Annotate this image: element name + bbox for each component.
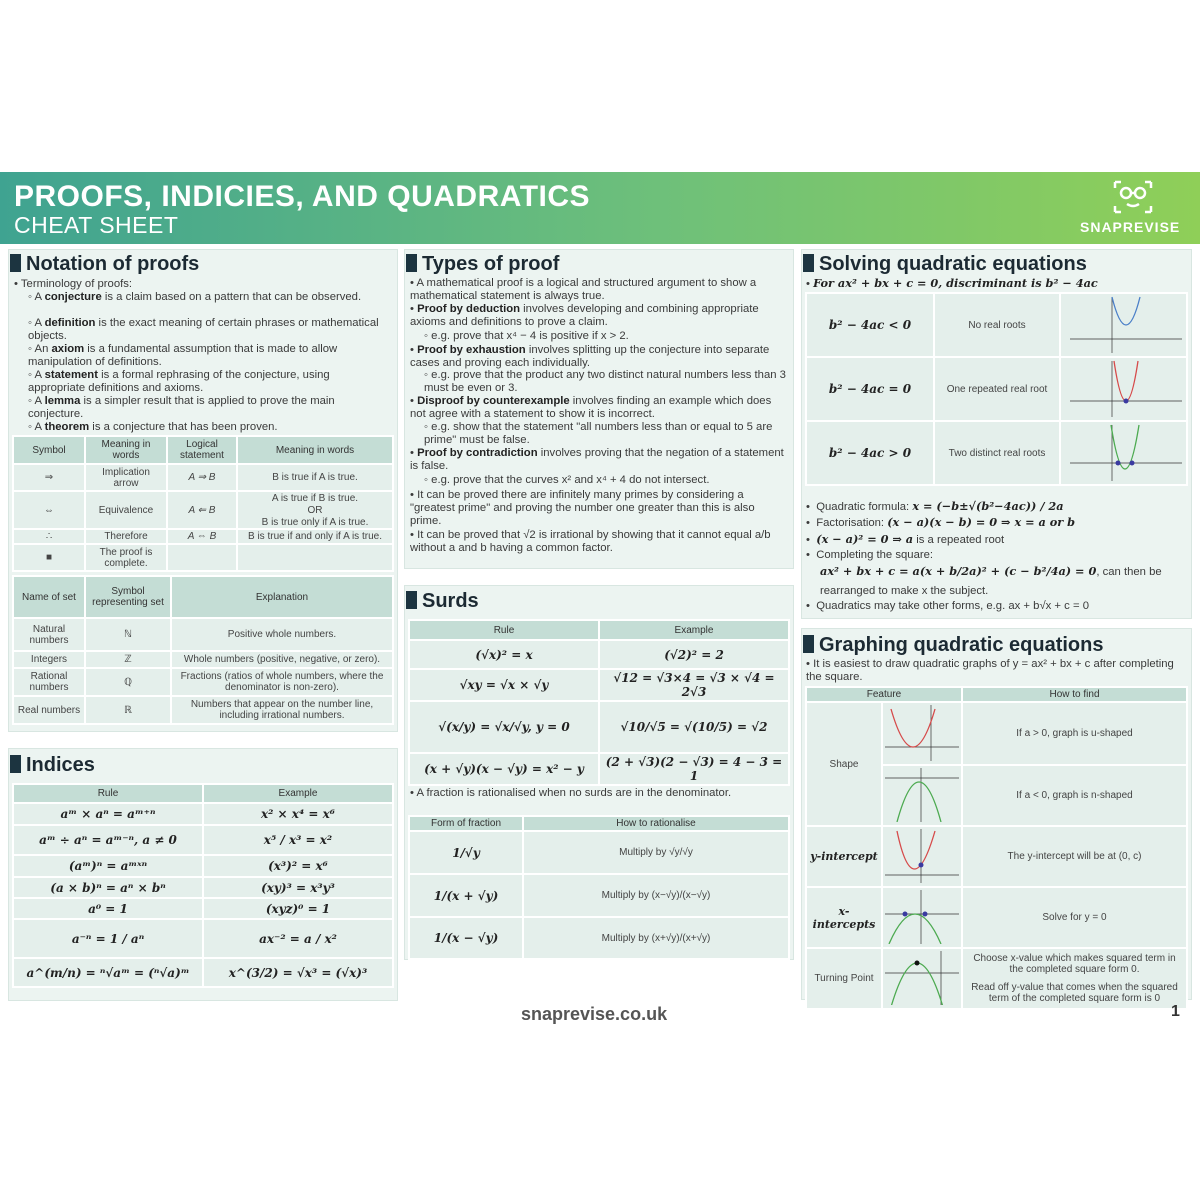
set-name: Natural numbers [13,618,85,651]
words-cell: OR [237,504,393,516]
term-lemma: ◦ A lemma is a simpler result that is applied to prove the main conjecture. [28,395,335,420]
feature-cell: x-intercepts [806,887,882,948]
table-row [806,702,1187,765]
brand-logo: SNAPREVISE [1080,219,1181,235]
table-row [806,887,1187,948]
table-row [409,640,789,669]
col-header: Logical statement [167,436,237,464]
symbol-cell: ⇔ [13,491,85,529]
set-explanation: Numbers that appear on the number line, including irrational numbers. [171,696,393,724]
header-banner [0,172,1200,244]
set-symbol: ℕ [85,618,171,651]
table-row [13,919,393,958]
example-cell: (2 + √3)(2 − √3) = 4 − 3 = 1 [599,753,789,785]
example-cell: (xyz)⁰ = 1 [203,898,393,919]
surds-note: • A fraction is rationalised when no surds are in the denominator. [410,787,732,799]
set-name: Rational numbers [13,668,85,696]
discriminant-table [805,292,1188,486]
repeated-root: • (x − a)² = 0 ⇒ a is a repeated root [806,532,1005,546]
col-header: Meaning in words [237,436,393,464]
graphing-intro: • It is easiest to draw quadratic graphs of y = ax² + bx + c after completing the square. [806,658,1174,683]
rule-cell: a⁰ = 1 [13,898,203,919]
graph-cell [1060,357,1187,421]
col-header: Explanation [171,576,393,618]
description-cell: No real roots [934,293,1060,357]
other-forms: • Quadratics may take other forms, e.g. ax + b√x + c = 0 [806,600,1089,612]
col-header: Rule [13,784,203,803]
col-header: Feature [806,687,962,702]
no-roots-graph [1064,295,1184,353]
graph-cell [1060,293,1187,357]
table-row [13,544,393,571]
how-cell: Solve for y = 0 [962,887,1187,948]
factorisation: • Factorisation: (x − a)(x − b) = 0 ⇒ x = a or b [806,515,1076,529]
how-cell: Multiply by (x+√y)/(x+√y) [523,917,789,959]
completing-square-label: • Completing the square: [806,549,934,561]
example-cell: (x³)² = x⁶ [203,855,393,877]
example-cell: x⁵ / x³ = x² [203,825,393,855]
types-example: ◦ e.g. show that the statement "all numbers less than or equal to 5 are prime" must be false. [424,421,773,446]
rationalise-table [408,815,790,960]
page-number: 1 [1171,1003,1180,1020]
table-row [13,618,393,651]
table-row [806,357,1187,421]
col-header: Name of set [13,576,85,618]
rule-cell: (aᵐ)ⁿ = aᵐˣⁿ [13,855,203,877]
quadratic-formula: • Quadratic formula: x = (−b±√(b²−4ac)) / 2a [806,499,1064,513]
col-header: Rule [409,620,599,640]
graph-cell [1060,421,1187,485]
table-row [13,855,393,877]
types-example: ◦ e.g. prove that x⁴ − 4 is positive if x > 2. [424,330,629,342]
example-cell: ax⁻² = a / x² [203,919,393,958]
set-explanation: Positive whole numbers. [171,618,393,651]
how-cell: Multiply by (x−√y)/(x−√y) [523,874,789,917]
meaning-cell: Implication arrow [85,464,167,491]
set-symbol: ℚ [85,668,171,696]
graph-cell [882,765,962,826]
example-cell: (xy)³ = x³y³ [203,877,393,898]
graph-cell [882,887,962,948]
how-cell: Choose x-value which makes squared term in the completed square form 0. [962,948,1187,979]
description-cell: One repeated real root [934,357,1060,421]
table-row [13,898,393,919]
types-item: • It can be proved there are infinitely many primes by considering a "greatest prime" and proving the number one greater than this is also prime. [410,489,755,527]
x-intercepts-graph [883,888,961,944]
words-cell [237,544,393,571]
col-header: How to find [962,687,1187,702]
graphing-table [805,686,1188,1010]
form-cell: 1/√y [409,831,523,874]
rule-cell: aᵐ × aⁿ = aᵐ⁺ⁿ [13,803,203,825]
completing-square-tail: rearranged to make x the subject. [820,585,989,597]
symbol-cell: ⇒ [13,464,85,491]
col-header: Form of fraction [409,816,523,831]
symbol-table [12,435,394,572]
types-item: • Proof by deduction involves developing and combining appropriate axioms and definitions to prove a claim. [410,303,759,328]
rule-cell: (x + √y)(x − √y) = x² − y [409,753,599,785]
set-symbol: ℤ [85,651,171,668]
words-cell: A is true if B is true. [237,491,393,504]
how-cell: If a < 0, graph is n-shaped [962,765,1187,826]
col-header: Symbol [13,436,85,464]
types-item: • Disproof by counterexample involves finding an example which does not agree with a statement to show it is incorrect. [410,395,772,420]
rule-cell: a^(m/n) = ⁿ√aᵐ = (ⁿ√a)ᵐ [13,958,203,987]
graph-cell [882,826,962,887]
page-subtitle: CHEAT SHEET [14,212,179,238]
words-cell: B is true if and only if A is true. [237,529,393,544]
meaning-cell: Equivalence [85,491,167,529]
table-row [806,293,1187,357]
term-axiom: ◦ An axiom is a fundamental assumption that is made to allow manipulation of definitions. [28,343,338,368]
logical-cell: A ⇔ B [167,529,237,544]
example-cell: x^(3/2) = √x³ = (√x)³ [203,958,393,987]
graphing-title: Graphing quadratic equations [803,634,1103,657]
table-row [409,831,789,874]
table-row [13,877,393,898]
set-symbol: ℝ [85,696,171,724]
form-cell: 1/(x − √y) [409,917,523,959]
term-definition: ◦ A definition is the exact meaning of certain phrases or mathematical objects. [28,317,379,342]
table-row [409,753,789,785]
description-cell: Two distinct real roots [934,421,1060,485]
meaning-cell: The proof is complete. [85,544,167,571]
rule-cell: aᵐ ÷ aⁿ = aᵐ⁻ⁿ, a ≠ 0 [13,825,203,855]
surds-title: Surds [406,590,479,613]
rule-cell: (√x)² = x [409,640,599,669]
completing-square: ax² + bx + c = a(x + b/2a)² + (c − b²/4a) = 0, can then be [820,564,1162,578]
set-explanation: Whole numbers (positive, negative, or zero). [171,651,393,668]
condition-cell: b² − 4ac < 0 [806,293,934,357]
set-table [12,575,394,725]
types-example: ◦ e.g. prove that the product any two distinct natural numbers less than 3 must be even or 3. [424,369,786,394]
symbol-cell: ∴ [13,529,85,544]
table-row [13,464,393,491]
col-header: Symbol representing set [85,576,171,618]
table-row [13,696,393,724]
words-cell: B is true if A is true. [237,464,393,491]
example-cell: x² × x⁴ = x⁶ [203,803,393,825]
glasses-face-icon [1113,180,1153,214]
meaning-cell: Therefore [85,529,167,544]
turning-point-graph [883,949,961,1005]
terminology-heading: • Terminology of proofs: [14,278,133,290]
logical-cell: A ⇐ B [167,491,237,529]
types-item: • Proof by contradiction involves proving that the negation of a statement is false. [410,447,784,472]
indices-title: Indices [10,754,95,777]
types-title: Types of proof [406,253,559,276]
table-row [13,825,393,855]
footer-url[interactable]: snaprevise.co.uk [521,1004,668,1024]
rule-cell: (a × b)ⁿ = aⁿ × bⁿ [13,877,203,898]
discriminant-intro: • For ax² + bx + c = 0, discriminant is b² − 4ac [806,276,1098,290]
table-row [13,668,393,696]
example-cell: √12 = √3×4 = √3 × √4 = 2√3 [599,669,789,701]
table-row [13,651,393,668]
types-example: ◦ e.g. prove that the curves x² and x⁴ + 4 do not intersect. [424,474,710,486]
feature-cell: Turning Point [806,948,882,1009]
col-header: Example [203,784,393,803]
feature-cell: Shape [806,702,882,826]
term-statement: ◦ A statement is a formal rephrasing of the conjecture, using appropriate definitions and axioms. [28,369,330,394]
words-cell: B is true only if A is true. [237,516,393,529]
condition-cell: b² − 4ac = 0 [806,357,934,421]
how-cell: If a > 0, graph is u-shaped [962,702,1187,765]
example-cell: (√2)² = 2 [599,640,789,669]
term-conjecture: ◦ A conjecture is a claim based on a pattern that can be observed. [28,291,362,303]
set-explanation: Fractions (ratios of whole numbers, where the denominator is non-zero). [171,668,393,696]
types-item: • A mathematical proof is a logical and structured argument to show a mathematical statement is always true. [410,277,757,302]
table-row [13,958,393,987]
term-theorem: ◦ A theorem is a conjecture that has been proven. [28,421,278,433]
col-header: Example [599,620,789,640]
table-row [13,491,393,504]
table-row [409,917,789,959]
symbol-cell: ■ [13,544,85,571]
rule-cell: √xy = √x × √y [409,669,599,701]
solving-title: Solving quadratic equations [803,253,1087,276]
table-row [806,826,1187,887]
table-row [13,803,393,825]
n-shaped-graph [883,766,961,822]
feature-cell: y-intercept [806,826,882,887]
surds-table [408,619,790,786]
y-intercept-graph [883,827,961,883]
indices-table [12,783,394,988]
u-shaped-graph [883,703,961,761]
types-item: • Proof by exhaustion involves splitting up the conjecture into separate cases and proving each individually. [410,344,770,369]
logical-cell: A ⇒ B [167,464,237,491]
how-cell: Multiply by √y/√y [523,831,789,874]
page-title: PROOFS, INDICIES, AND QUADRATICS [14,180,591,213]
graph-cell [882,702,962,765]
table-row [409,669,789,701]
example-cell: √10/√5 = √(10/5) = √2 [599,701,789,753]
table-row [13,529,393,544]
form-cell: 1/(x + √y) [409,874,523,917]
types-item: • It can be proved that √2 is irrational by showing that it cannot equal a/b without a and b having a common factor. [410,529,771,554]
col-header: Meaning in words [85,436,167,464]
two-roots-graph [1064,423,1184,481]
how-cell: Read off y-value that comes when the squared term of the completed square form is 0 [962,979,1187,1010]
logical-cell [167,544,237,571]
table-row [806,421,1187,485]
col-header: How to rationalise [523,816,789,831]
rule-cell: √(x/y) = √x/√y, y = 0 [409,701,599,753]
table-row [409,701,789,753]
repeated-root-graph [1064,359,1184,417]
table-row [409,874,789,917]
how-cell: The y-intercept will be at (0, c) [962,826,1187,887]
table-row [806,948,1187,979]
rule-cell: a⁻ⁿ = 1 / aⁿ [13,919,203,958]
notation-title: Notation of proofs [10,253,199,276]
graph-cell [882,948,962,1009]
condition-cell: b² − 4ac > 0 [806,421,934,485]
set-name: Real numbers [13,696,85,724]
set-name: Integers [13,651,85,668]
